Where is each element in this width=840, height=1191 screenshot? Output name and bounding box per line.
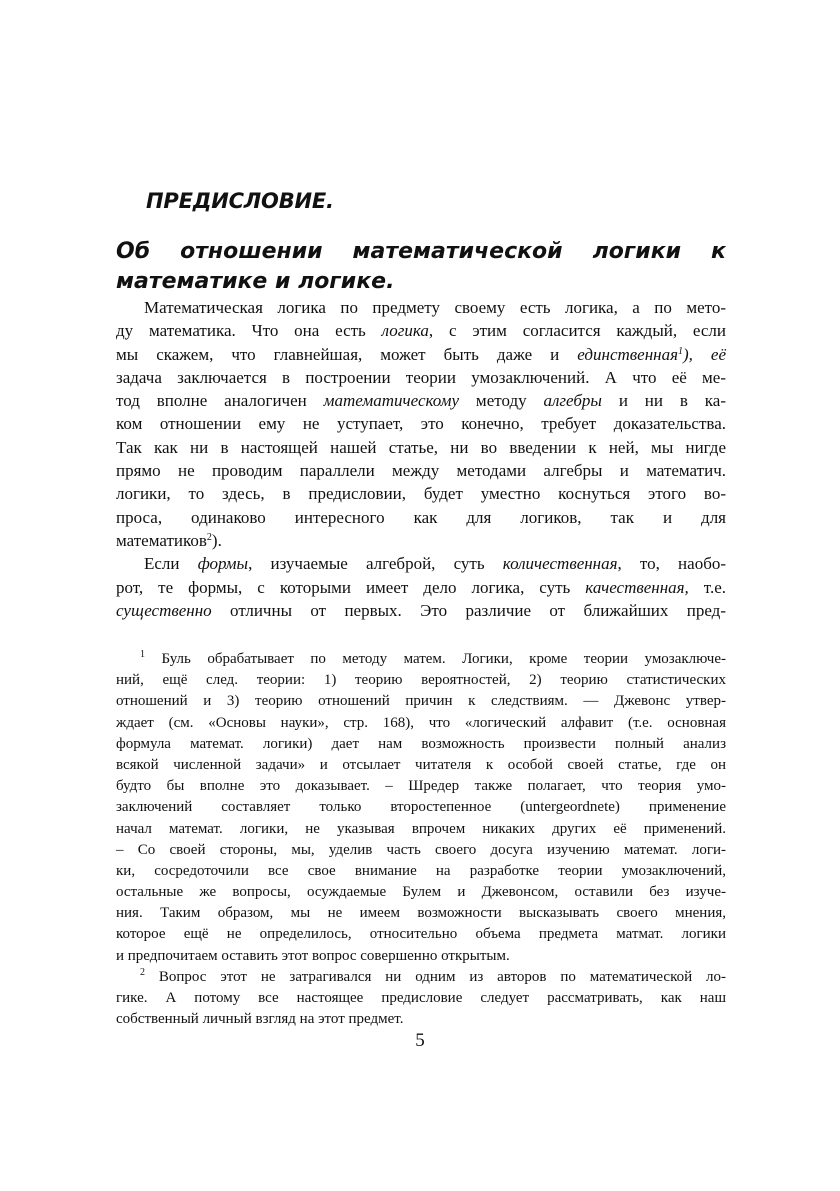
footnote-line: собственный личный взгляд на этот предмет. [116,1011,404,1028]
footnote-ref-1: 1 [677,345,683,357]
footnote-ref-2: 2 [206,531,212,543]
footnote-line: отношений и 3) теорию отношений причин к следствиям. — Джевонс утвер- [116,693,726,710]
section-heading-line-1: Об отношении математической логики к [116,239,726,264]
main-text [116,296,726,622]
text-line: существенно отличны от первых. Это различие от ближайших пред- [116,600,726,620]
footnote-line: ждает (см. «Основы науки», стр. 168), что «логический алфавит (т.е. основная [116,714,726,731]
footnote-line: формула математ. логики) дает нам возможность произвести полный анализ [116,735,726,752]
footnote-line: всякой численной задачи» и отсылает читателя к особой своей статье, где он [116,756,726,773]
section-heading [116,237,726,297]
emphasis: качественная, [585,577,689,597]
emphasis: алгебры [543,391,602,411]
text-line: Если формы, изучаемые алгеброй, суть количественная, то, наобо- [144,554,727,574]
emphasis: логика [381,321,429,341]
footnotes [116,649,726,1030]
emphasis: единственная$^1$), её [577,344,726,364]
footnote-line: заключений составляет только второстепенное (untergeordnete) применение [116,799,726,816]
text-line: рот, те формы, с которыми имеет дело логика, суть качественная, т.е. [116,577,726,597]
text-line: прямо не проводим параллели между методами алгебры и математич. [116,461,726,481]
footnote-line: остальные же вопросы, осуждаемые Булем и Джевонсом, оставили без изуче- [116,884,726,901]
footnote-1: $^1$ Буль обрабатывает по методу матем. Логики, кроме теории умозаключе- [140,649,726,667]
footnote-line: ний, ещё след. теории: 1) теорию вероятностей, 2) теорию статистических [116,672,726,689]
emphasis: математическому [323,391,460,411]
text-line: математиков$^2$). [116,530,222,550]
footnote-marker-2: 2 [140,966,145,978]
footnote-line: гике. А потому все настоящее предисловие следует рассматривать, как наш [116,990,726,1006]
chapter-heading: ПРЕДИСЛОВИЕ. [146,189,334,213]
emphasis: формы [197,554,249,574]
text-line: мы скажем, что главнейшая, может быть даже и единственная$^1$), её [116,344,726,364]
footnote-line: ния. Таким образом, мы не имеем возможности высказывать своего мнения, [116,905,726,922]
emphasis: существенно [116,600,212,620]
footnote-line: – Со своей стороны, мы, уделив часть своего досуга изучению математ. логи- [116,841,726,858]
text-line: тод вполне аналогичен математическому методу алгебры и ни в ка- [116,391,727,411]
page-number: 5 [415,1030,425,1051]
text-line: проса, одинаково интересного как для логиков, так и для [116,507,726,527]
emphasis: количественная [502,554,618,574]
footnote-line: и предпочитаем оставить этот вопрос совершенно открытым. [116,947,510,964]
text-line: Математическая логика по предмету своему есть логика, а по мето- [144,298,726,317]
text-line: Так как ни в настоящей нашей статье, ни во введении к ней, мы нигде [116,437,726,457]
footnote-line: будто бы вполне это доказывает. – Шредер также полагает, что теория умо- [116,778,726,795]
footnote-line: которое ещё не определилось, относительно объема предмета матмат. логики [116,926,726,943]
text-line: ду математика. Что она есть логика, с этим согласится каждый, если [116,321,726,341]
section-heading-line-2: математике и логике. [116,269,395,294]
footnote-marker-1: 1 [140,649,145,660]
footnote-line: начал математ. логики, не указывая впрочем никаких других её применений. [116,820,726,837]
text-line: логики, то здесь, в предисловии, будет уместно коснуться этого во- [116,484,726,504]
footnote-2: $^2$ Вопрос этот не затрагивался ни одним из авторов по математической ло- [140,966,726,985]
text-line: задача заключается в построении теории умозаключений. А что её ме- [116,367,726,387]
footnote-line: ки, сосредоточили все свое внимание на разработке теории умозаключений, [116,862,726,879]
text-line: ком отношении ему не уступает, это конечно, требует доказательства. [116,414,726,434]
